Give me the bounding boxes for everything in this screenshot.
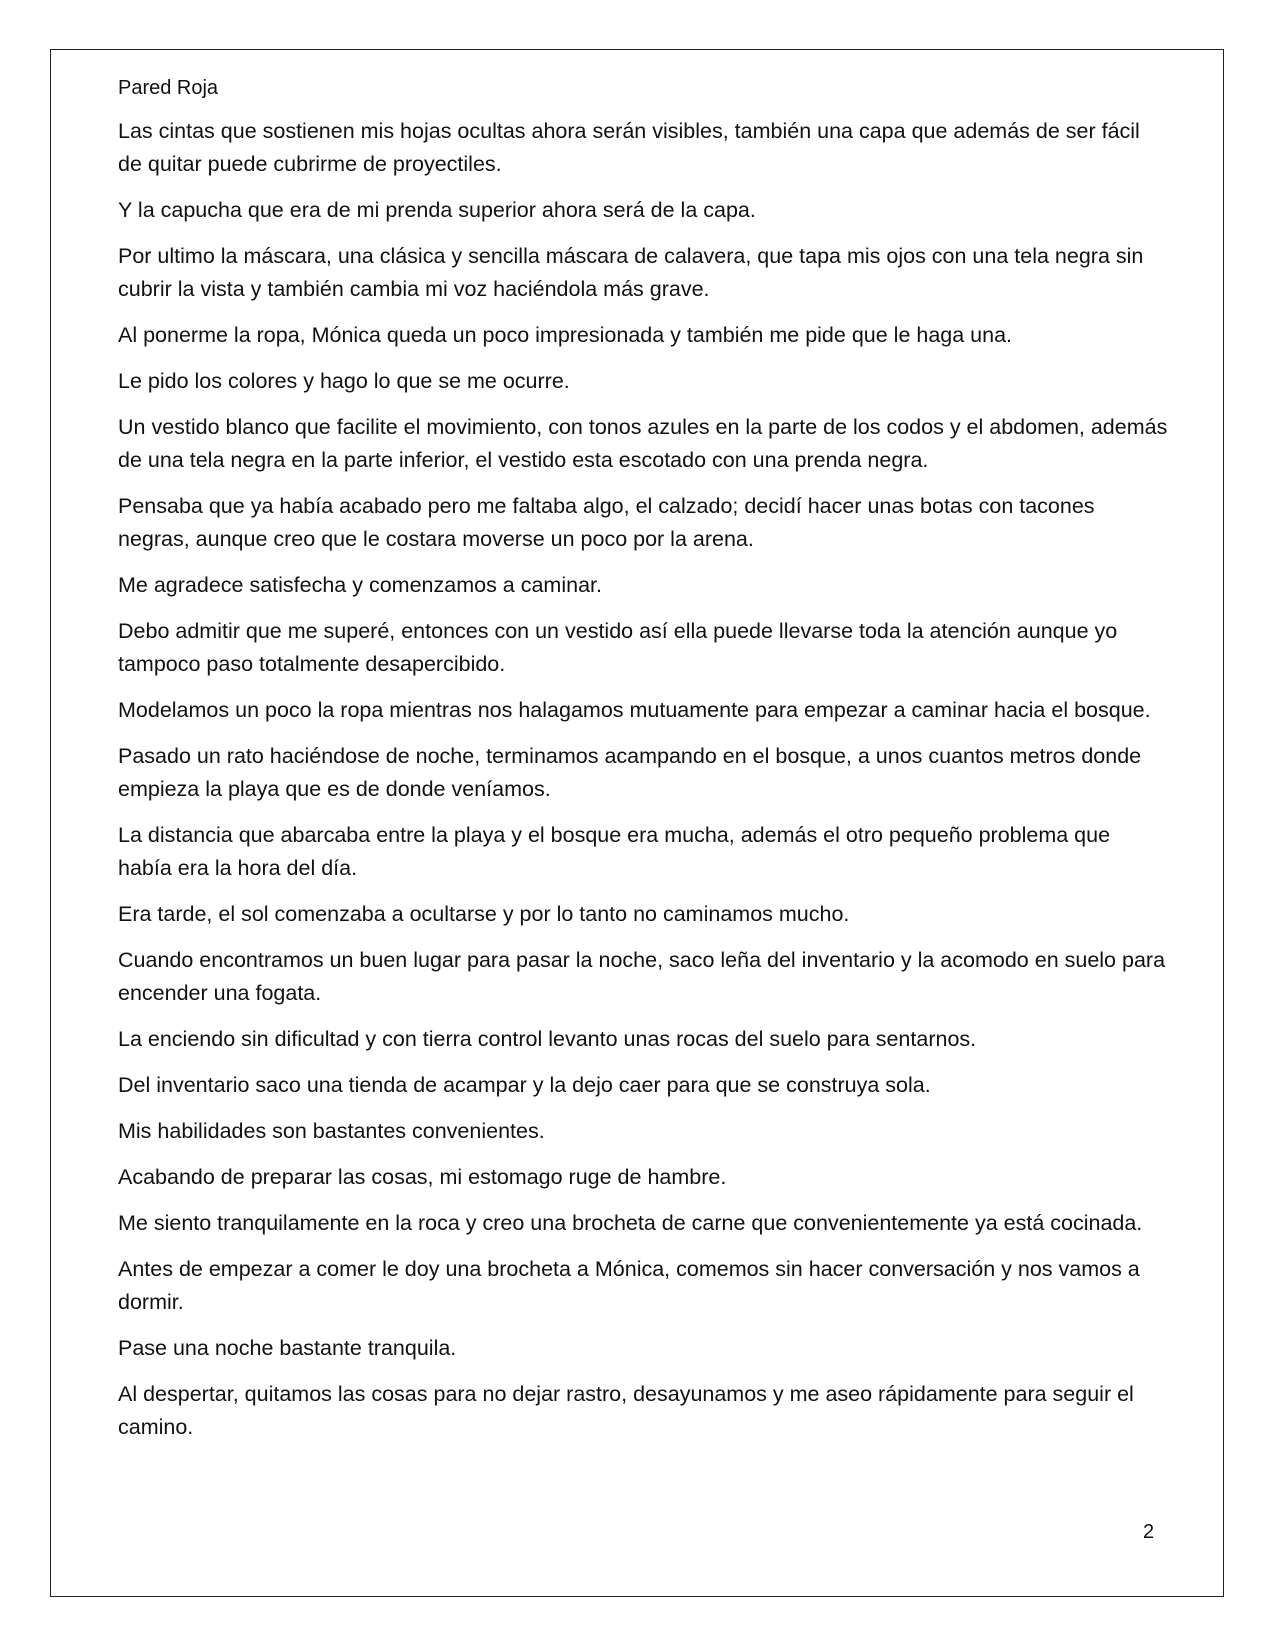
paragraph: Debo admitir que me superé, entonces con un vestido así ella puede llevarse toda la atención aunque yo tampoco paso totalmente desapercibido.	[118, 619, 1118, 676]
paragraph: Un vestido blanco que facilite el movimiento, con tonos azules en la parte de los codos y el abdomen, además de una tela negra en la parte inferior, el vestido esta escotado con una prenda negra.	[118, 415, 1168, 472]
paragraph: Al despertar, quitamos las cosas para no dejar rastro, desayunamos y me aseo rápidamente para seguir el camino.	[118, 1382, 1134, 1439]
document-body	[118, 115, 1168, 1457]
paragraph: La distancia que abarcaba entre la playa y el bosque era mucha, además el otro pequeño problema que había era la hora del día.	[118, 823, 1111, 880]
paragraph: Cuando encontramos un buen lugar para pasar la noche, saco leña del inventario y la acomodo en suelo para encender una fogata.	[118, 948, 1166, 1005]
paragraph: Me agradece satisfecha y comenzamos a caminar.	[118, 573, 602, 597]
paragraph: Modelamos un poco la ropa mientras nos halagamos mutuamente para empezar a caminar hacia el bosque.	[118, 698, 1151, 722]
paragraph: Por ultimo la máscara, una clásica y sencilla máscara de calavera, que tapa mis ojos con una tela negra sin cubrir la vista y también cambia mi voz haciéndola más grave.	[118, 244, 1144, 301]
paragraph: Me siento tranquilamente en la roca y creo una brocheta de carne que convenientemente ya está cocinada.	[118, 1211, 1143, 1235]
paragraph: Pase una noche bastante tranquila.	[118, 1336, 457, 1360]
paragraph: Antes de empezar a comer le doy una brocheta a Mónica, comemos sin hacer conversación y nos vamos a dormir.	[118, 1257, 1140, 1314]
paragraph: La enciendo sin dificultad y con tierra control levanto unas rocas del suelo para sentarnos.	[118, 1027, 977, 1051]
page-header-title: Pared Roja	[118, 77, 219, 99]
paragraph: Del inventario saco una tienda de acampar y la dejo caer para que se construya sola.	[118, 1073, 931, 1097]
paragraph: Y la capucha que era de mi prenda superior ahora será de la capa.	[118, 198, 756, 222]
paragraph: Pasado un rato haciéndose de noche, terminamos acampando en el bosque, a unos cuantos metros donde empieza la playa que es de donde veníamos.	[118, 744, 1142, 801]
paragraph: Las cintas que sostienen mis hojas ocultas ahora serán visibles, también una capa que además de ser fácil de quitar puede cubrirme de proyectiles.	[118, 119, 1140, 176]
paragraph: Pensaba que ya había acabado pero me faltaba algo, el calzado; decidí hacer unas botas con tacones negras, aunque creo que le costara moverse un poco por la arena.	[118, 494, 1095, 551]
paragraph: Acabando de preparar las cosas, mi estomago ruge de hambre.	[118, 1165, 727, 1189]
page-number: 2	[1143, 1521, 1155, 1543]
paragraph: Al ponerme la ropa, Mónica queda un poco impresionada y también me pide que le haga una.	[118, 323, 1013, 347]
paragraph: Era tarde, el sol comenzaba a ocultarse y por lo tanto no caminamos mucho.	[118, 902, 850, 926]
paragraph: Mis habilidades son bastantes convenientes.	[118, 1119, 545, 1143]
paragraph: Le pido los colores y hago lo que se me ocurre.	[118, 369, 570, 393]
